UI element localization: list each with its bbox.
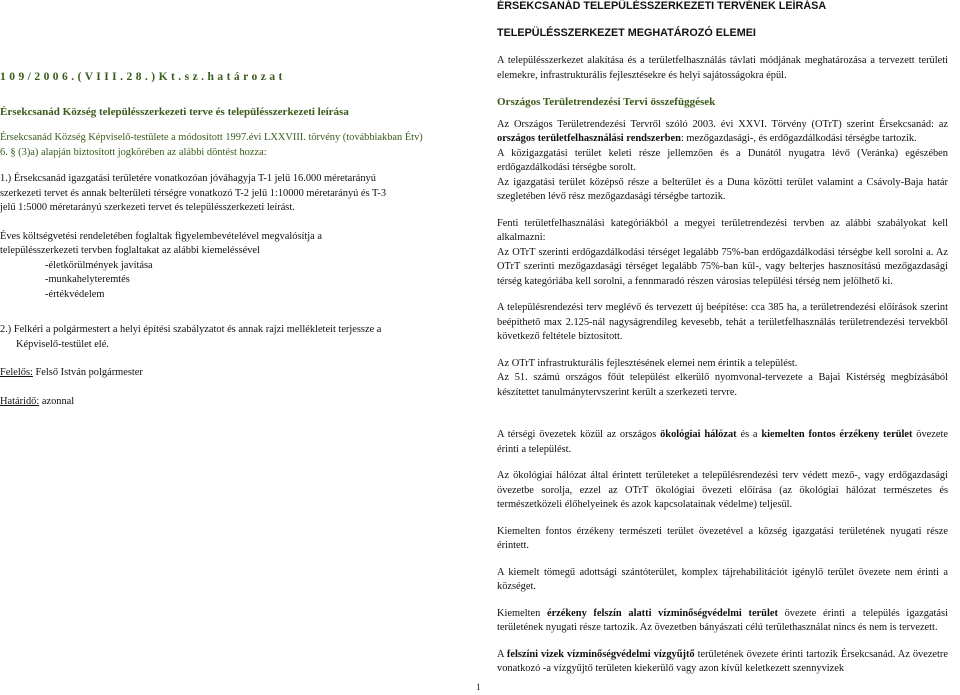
item-2-line-2: Képviselő-testület elé. [16,338,109,350]
page-subtitle: TELEPÜLÉSSZERKEZET MEGHATÁROZÓ ELEMEI [497,27,756,39]
deadline-value: azonnal [39,395,75,407]
budget-line-1: Éves költségvetési rendeletében foglaltak figyelembevételével megvalósítja a [0,230,322,242]
item-1-line-2: szerkezeti tervet és annak belterületi térségre vonatkozó T-2 jelű 1:10000 méretarányú és T-3 [0,187,387,199]
category-paragraph-2: Az OTrT szerinti erdőgazdálkodási térséget legalább 75%-ban erdőgazdálkodási térségbe kell sorolni a. Az OTrT szerinti mezőgazdasági térséget legalább 75%-ban kül-, vagy belterjes hasznosítású mezőgazdasági térség kategóriába kell sorolni, a fennmaradó részen városias települési térség nem jelölhető ki. [497,246,948,287]
ot-keyword: országos területfelhasználási rendszerben [497,133,681,144]
ot-paragraph-3: Az igazgatási terület középső része a belterület és a Duna közötti terület valamint a Csávoly-Baja határ szegletében lévő rész mezőgazdasági térségbe tartozik. [497,176,948,202]
eco-paragraph-4: A kiemelt tömegű adottsági szántóterület, komplex tájrehabilitációt igénylő terület övezete nem érinti a községet. [497,566,948,592]
budget-item: -életkörülmények javítása [45,259,153,271]
item-2-line-1: 2.) Felkéri a polgármestert a helyi építési szabályzatot és annak rajzi mellékleteit terjessze a [0,324,382,335]
page-number: 1 [476,682,481,692]
page-title: ÉRSEKCSANÁD TELEPÜLÉSSZERKEZETI TERVÉNEK LEÍRÁSA [497,0,827,12]
responsible-label: Felelős: [0,367,33,378]
intro-paragraph: A településszerkezet alakítása és a területfelhasználás távlati módjának meghatározása a tervezett területi elemekre, infrastrukturális fejlesztésekre és helyi sajátosságokra épül. [497,55,948,81]
budget-line-2: településszerkezeti tervben foglaltakat az alábbi kiemeléssével [0,245,260,256]
ot-heading: Országos Területrendezési Tervi összefüggések [497,96,716,108]
budget-item: -értékvédelem [45,288,105,300]
item-1-line-1: 1.) Érsekcsanád igazgatási területére vonatkozóan jóváhagyja T-1 jelű 16.000 méretarányú [0,173,376,184]
erosion-paragraph: Kiemelten érzékeny felszín alatti vízminőségvédelmi terület övezete érinti a település igazgatási területének nyugati része tartozik. Az övezetben bányászati célú területhasználat nincs és nem is tervezett. [497,607,948,633]
responsible [0,366,452,381]
right-column [497,54,948,677]
budget-item: -munkahelyteremtés [45,274,130,285]
plan-paragraph: A településrendezési terv meglévő és tervezett új beépítése: cca 385 ha, a területrendezési előírások szerint beépíthető max 2.125-nál nagyságrendileg kevesebb, tehát a területfelhasználás területrendezési tervekből következő feltétele biztosított. [497,302,948,342]
resolution-title: Érsekcsanád Község településszerkezeti terve és településszerkezeti leírása [0,105,349,118]
deadline [0,395,452,410]
resolution-number: 1 0 9 / 2 0 0 6 . ( V I I I . 2 8 . ) K t . s z . h a t á r o z a t [0,71,283,83]
eco-paragraph-2: Az ökológiai hálózat által érintett területeket a településrendezési terv védett mező-, vagy erdőgazdasági övezetbe sorolja, ezzel az OTrT ökológiai övezeti előírása (az ökológiai hálózat természetes és természetközeli élőhelyeinek és azok kapcsolatainak védelme) teljesül. [497,470,948,510]
eco-paragraph-1: A térségi övezetek közül az országos ökológiai hálózat és a kiemelten fontos érzékeny terület övezete érinti a települést. [497,429,949,455]
water-paragraph: A felszíni vizek vízminőségvédelmi vízgyűjtő területének övezete érinti tartozik Érsekcsanád. Az övezetre vonatkozó -a vízgyűjtő területen kiekerülő vagy azon kívül keletkezett szennyvizek [497,648,948,674]
left-column [0,70,452,409]
ot-paragraph-2: A közigazgatási terület keleti része jellemzően és a Dunától nyugatra lévő (Veránka) egészében erdőgazdálkodási térségbe sorolt. [497,147,948,173]
intro-line-2: 6. § (3)a) alapján biztosított jogkörében az alábbi döntést hozza: [0,146,267,158]
infra-paragraph-1: Az OTrT infrastrukturális fejlesztésének elemei nem érintik a települést. [497,357,798,369]
item-1-line-3: jelű 1:5000 méretarányú szerkezeti tervet és településszerkezeti leírást. [0,202,295,213]
intro-line-1: Érsekcsanád Község Képviselő-testülete a módosított 1997.évi LXXVIII. törvény (továbbiakban Étv) [0,132,423,143]
category-paragraph-1: Fenti területfelhasználási kategóriákból a megyei területrendezési tervben az alábbi szabályokat kell alkalmazni: [497,217,948,243]
ot-paragraph-1: Az Országos Területrendezési Tervről szóló 2003. évi XXVI. Törvény (OTrT) szerint Érsekcsanád: az országos területfelhasználási rendszerben: mezőgazdasági-, és erdőgazdálkodási térségbe tartozik. [497,118,948,144]
responsible-value: Felső István polgármester [32,367,143,378]
infra-paragraph-2: Az 51. számú országos főút települést elkerülő nyomvonal-tervezete a Bajai Kistérség megbízásából készítettet tanulmánytervszerint került a szerkezeti tervre. [497,372,948,398]
eco-paragraph-3: Kiemelten fontos érzékeny természeti terület övezetével a község igazgatási területének nyugati része érintett. [497,525,948,551]
deadline-label: Határidő: [0,395,40,407]
